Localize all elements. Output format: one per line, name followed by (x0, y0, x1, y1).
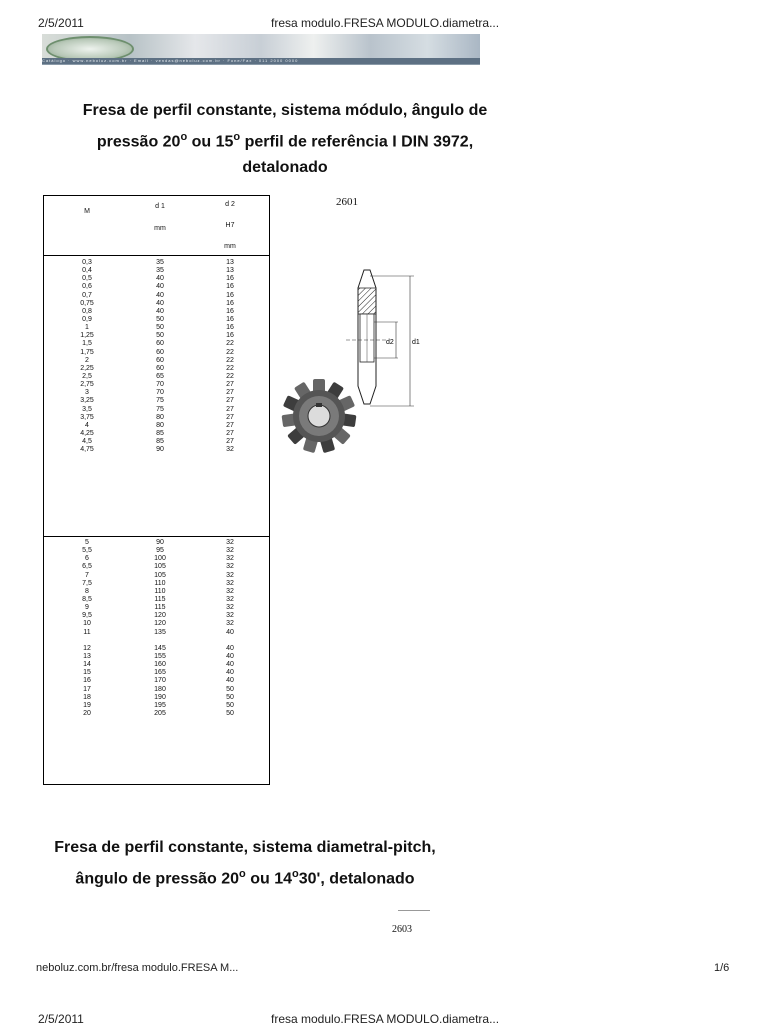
table-cell (62, 637, 112, 645)
header-d1-unit: mm (154, 225, 166, 232)
table-cell: 0,8 (82, 307, 92, 315)
table-cell: 2 (85, 356, 89, 364)
table-cell: 3,75 (80, 413, 94, 421)
section1-title (40, 98, 530, 181)
group-divider (44, 536, 269, 537)
table-cell: 50 (226, 685, 234, 693)
table-cell: 27 (226, 429, 234, 437)
table-cell: 40 (156, 291, 164, 299)
table-cell: 27 (226, 438, 234, 446)
table-cell: 32 (226, 595, 234, 603)
section2-title-line2: ângulo de pressão 20$^o$ ou 14$^o$30', detalonado (75, 868, 415, 888)
table-cell: 13 (83, 652, 91, 660)
group2-col-d1 (135, 539, 185, 718)
table-cell: 145 (154, 644, 166, 652)
table-cell: 4 (85, 421, 89, 429)
header-d2-tolerance: H7 (225, 222, 235, 229)
table-cell: 180 (154, 685, 166, 693)
table-cell: 17 (83, 685, 91, 693)
table-cell: 40 (226, 628, 234, 636)
table-cell: 22 (226, 356, 234, 364)
table-cell: 16 (226, 275, 234, 283)
group1-col-d1 (135, 259, 185, 454)
table-cell: 35 (156, 267, 164, 275)
table-cell: 170 (154, 677, 166, 685)
table-cell: 65 (156, 372, 164, 380)
table-cell: 0,4 (82, 267, 92, 275)
table-cell: 95 (156, 547, 164, 555)
table-cell: 90 (156, 446, 164, 454)
table-cell: 40 (226, 677, 234, 685)
group2-col-m (62, 539, 112, 718)
table-cell: 60 (156, 348, 164, 356)
header-divider (44, 255, 269, 256)
table-cell: 32 (226, 539, 234, 546)
table-cell: 155 (154, 652, 166, 660)
table-cell: 16 (226, 299, 234, 307)
drawing-label-d1: d1 (412, 339, 420, 346)
table-cell: 50 (226, 701, 234, 709)
table-cell: 9,5 (82, 612, 92, 620)
table-cell: 40 (226, 661, 234, 669)
gear-cutter-photo (281, 378, 357, 454)
table-cell: 205 (154, 709, 166, 717)
print-title: fresa modulo.FRESA MODULO.diametra... (271, 16, 500, 30)
product-code-2601: 2601 (336, 196, 358, 208)
table-cell: 20 (83, 709, 91, 717)
table-cell: 32 (226, 604, 234, 612)
table-cell: 135 (154, 628, 166, 636)
table-cell: 75 (156, 397, 164, 405)
table-cell: 4,75 (80, 446, 94, 454)
table-cell: 7 (85, 571, 89, 579)
table-cell: 32 (226, 571, 234, 579)
table-cell: 0,9 (82, 315, 92, 323)
table-cell: 120 (154, 620, 166, 628)
table-cell: 3,5 (82, 405, 92, 413)
table-cell: 2,25 (80, 364, 94, 372)
table-cell: 40 (226, 644, 234, 652)
table-cell: 40 (156, 275, 164, 283)
table-cell: 18 (83, 693, 91, 701)
table-cell: 1,25 (80, 332, 94, 340)
table-cell: 75 (156, 405, 164, 413)
table-cell: 85 (156, 429, 164, 437)
table-cell: 32 (226, 620, 234, 628)
table-cell: 0,75 (80, 299, 94, 307)
table-cell: 0,6 (82, 283, 92, 291)
section2-title-line1: Fresa de perfil constante, sistema diametral-pitch, (54, 839, 436, 856)
table-cell: 50 (156, 324, 164, 332)
table-cell: 0,5 (82, 275, 92, 283)
table-cell: 22 (226, 340, 234, 348)
table-cell: 60 (156, 364, 164, 372)
table-cell: 195 (154, 701, 166, 709)
table-cell: 50 (226, 693, 234, 701)
table-cell: 40 (156, 283, 164, 291)
table-cell: 16 (226, 283, 234, 291)
table-cell: 40 (226, 652, 234, 660)
table-cell: 16 (83, 677, 91, 685)
table-cell (135, 637, 185, 645)
table-cell: 8,5 (82, 595, 92, 603)
table-cell: 5,5 (82, 547, 92, 555)
table-cell: 90 (156, 539, 164, 546)
table-cell: 40 (156, 299, 164, 307)
table-cell: 0,7 (82, 291, 92, 299)
module-spec-table (43, 195, 270, 785)
next-page-print-title: fresa modulo.FRESA MODULO.diametra... (271, 1012, 500, 1026)
table-cell: 22 (226, 348, 234, 356)
table-cell: 100 (154, 555, 166, 563)
table-cell: 3 (85, 389, 89, 397)
table-cell: 165 (154, 669, 166, 677)
table-cell: 6,5 (82, 563, 92, 571)
table-cell: 5 (85, 539, 89, 546)
table-cell: 2,75 (80, 381, 94, 389)
table-cell: 40 (226, 669, 234, 677)
table-cell: 120 (154, 612, 166, 620)
table-cell: 32 (226, 579, 234, 587)
table-cell: 1,75 (80, 348, 94, 356)
table-cell: 115 (154, 595, 166, 603)
table-cell: 27 (226, 397, 234, 405)
table-cell: 11 (83, 628, 91, 636)
table-cell: 6 (85, 555, 89, 563)
table-cell: 13 (226, 267, 234, 275)
table-cell: 70 (156, 381, 164, 389)
table-cell: 1,5 (82, 340, 92, 348)
section1-title-line2: pressão 20$^o$ ou 15$^o$ perfil de referência I DIN 3972, (96, 131, 474, 151)
table-cell: 50 (226, 709, 234, 717)
table-cell: 3,25 (80, 397, 94, 405)
table-cell: 110 (154, 587, 166, 595)
table-cell: 7,5 (82, 579, 92, 587)
banner-contact-strip: Catálogo · www.neboluz.com.br · Email · vendas@neboluz.com.br · Fone/Fax · 011 2000 0000 (42, 58, 480, 64)
table-cell: 160 (154, 661, 166, 669)
header-d2: d 2 (225, 201, 235, 208)
table-cell: 27 (226, 413, 234, 421)
print-url: neboluz.com.br/fresa modulo.FRESA M... (36, 962, 239, 974)
header-d1: d 1 (155, 203, 165, 210)
table-cell: 50 (156, 332, 164, 340)
table-cell: 13 (226, 259, 234, 266)
table-cell: 16 (226, 307, 234, 315)
table-cell: 16 (226, 332, 234, 340)
table-cell: 32 (226, 612, 234, 620)
table-cell: 19 (83, 701, 91, 709)
table-cell: 80 (156, 421, 164, 429)
product-code-2603: 2603 (392, 924, 412, 935)
table-cell: 16 (226, 315, 234, 323)
table-cell: 16 (226, 291, 234, 299)
table-cell: 4,5 (82, 438, 92, 446)
table-cell: 27 (226, 389, 234, 397)
table-cell: 40 (156, 307, 164, 315)
section2-title (20, 835, 470, 892)
page-number: 1/6 (714, 962, 730, 974)
table-cell: 15 (83, 669, 91, 677)
table-cell: 32 (226, 555, 234, 563)
table-cell: 85 (156, 438, 164, 446)
header-d2-unit: mm (224, 243, 236, 250)
table-cell: 22 (226, 372, 234, 380)
table-cell: 32 (226, 446, 234, 454)
table-cell: 32 (226, 547, 234, 555)
table-cell: 4,25 (80, 429, 94, 437)
table-cell: 22 (226, 364, 234, 372)
group1-col-m (62, 259, 112, 454)
section1-title-line1: Fresa de perfil constante, sistema módulo, ângulo de (82, 102, 488, 119)
table-cell: 9 (85, 604, 89, 612)
table-cell: 1 (85, 324, 89, 332)
table-cell: 35 (156, 259, 164, 266)
table-cell: 115 (154, 604, 166, 612)
table-cell: 50 (156, 315, 164, 323)
table-cell: 105 (154, 571, 166, 579)
group1-col-d2 (205, 259, 255, 454)
group2-col-d2 (205, 539, 255, 718)
table-cell: 8 (85, 587, 89, 595)
section1-title-line3: detalonado (242, 159, 328, 177)
table-cell: 60 (156, 340, 164, 348)
table-cell: 190 (154, 693, 166, 701)
table-cell: 32 (226, 563, 234, 571)
next-page-print-date: 2/5/2011 (38, 1012, 84, 1026)
table-cell (205, 637, 255, 645)
print-date: 2/5/2011 (38, 16, 84, 30)
drawing-label-d2: d2 (386, 339, 394, 346)
table-cell: 60 (156, 356, 164, 364)
table-cell: 32 (226, 587, 234, 595)
table-cell: 2,5 (82, 372, 92, 380)
table-cell: 27 (226, 421, 234, 429)
table-cell: 12 (83, 644, 91, 652)
table-cell: 105 (154, 563, 166, 571)
table-cell: 10 (83, 620, 91, 628)
table-cell: 70 (156, 389, 164, 397)
table-cell: 27 (226, 405, 234, 413)
header-m: M (84, 208, 90, 215)
table-cell: 27 (226, 381, 234, 389)
table-cell: 16 (226, 324, 234, 332)
table-cell: 14 (83, 661, 91, 669)
table-cell: 110 (154, 579, 166, 587)
image-placeholder-rule (398, 910, 430, 911)
table-cell: 0,3 (82, 259, 92, 266)
table-cell: 80 (156, 413, 164, 421)
